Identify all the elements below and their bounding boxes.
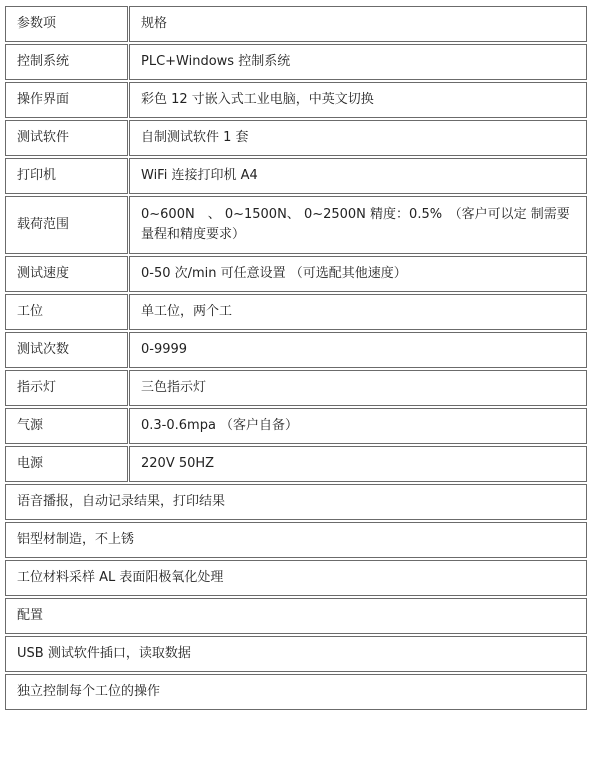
spec-cell: PLC+Windows 控制系统 bbox=[129, 44, 587, 80]
note-row bbox=[5, 636, 587, 672]
param-cell: 载荷范围 bbox=[5, 196, 128, 254]
table-row bbox=[5, 294, 587, 330]
spec-table bbox=[4, 4, 588, 712]
table-row bbox=[5, 44, 587, 80]
param-cell: 工位 bbox=[5, 294, 128, 330]
param-cell: 测试速度 bbox=[5, 256, 128, 292]
note-cell: USB 测试软件插口，读取数据 bbox=[5, 636, 587, 672]
note-row bbox=[5, 674, 587, 710]
param-cell: 测试次数 bbox=[5, 332, 128, 368]
table-row bbox=[5, 408, 587, 444]
param-cell: 打印机 bbox=[5, 158, 128, 194]
table-row bbox=[5, 370, 587, 406]
note-row bbox=[5, 598, 587, 634]
table-row bbox=[5, 256, 587, 292]
note-cell: 铝型材制造，不上锈 bbox=[5, 522, 587, 558]
header-param-cell: 参数项 bbox=[5, 6, 128, 42]
note-cell: 语音播报，自动记录结果，打印结果 bbox=[5, 484, 587, 520]
spec-cell: WiFi 连接打印机 A4 bbox=[129, 158, 587, 194]
param-cell: 气源 bbox=[5, 408, 128, 444]
spec-cell: 单工位，两个工 bbox=[129, 294, 587, 330]
table-row bbox=[5, 158, 587, 194]
spec-cell: 自制测试软件 1 套 bbox=[129, 120, 587, 156]
note-cell: 独立控制每个工位的操作 bbox=[5, 674, 587, 710]
param-cell: 指示灯 bbox=[5, 370, 128, 406]
table-row bbox=[5, 196, 587, 254]
table-row bbox=[5, 82, 587, 118]
spec-cell: 0~600N 、 0~1500N、 0~2500N 精度：0.5% （客户可以定 制需要量程和精度要求） bbox=[129, 196, 587, 254]
note-row bbox=[5, 560, 587, 596]
note-cell: 工位材料采样 AL 表面阳极氧化处理 bbox=[5, 560, 587, 596]
param-cell: 控制系统 bbox=[5, 44, 128, 80]
spec-cell: 彩色 12 寸嵌入式工业电脑，中英文切换 bbox=[129, 82, 587, 118]
spec-cell: 三色指示灯 bbox=[129, 370, 587, 406]
spec-cell: 0-9999 bbox=[129, 332, 587, 368]
spec-cell: 0.3-0.6mpa （客户自备） bbox=[129, 408, 587, 444]
table-row bbox=[5, 446, 587, 482]
note-row bbox=[5, 484, 587, 520]
param-cell: 操作界面 bbox=[5, 82, 128, 118]
table-row bbox=[5, 120, 587, 156]
spec-cell: 220V 50HZ bbox=[129, 446, 587, 482]
table-row bbox=[5, 332, 587, 368]
param-cell: 电源 bbox=[5, 446, 128, 482]
note-cell: 配置 bbox=[5, 598, 587, 634]
note-row bbox=[5, 522, 587, 558]
spec-cell: 0-50 次/min 可任意设置 （可选配其他速度） bbox=[129, 256, 587, 292]
header-spec-cell: 规格 bbox=[129, 6, 587, 42]
param-cell: 测试软件 bbox=[5, 120, 128, 156]
table-header-row bbox=[5, 6, 587, 42]
